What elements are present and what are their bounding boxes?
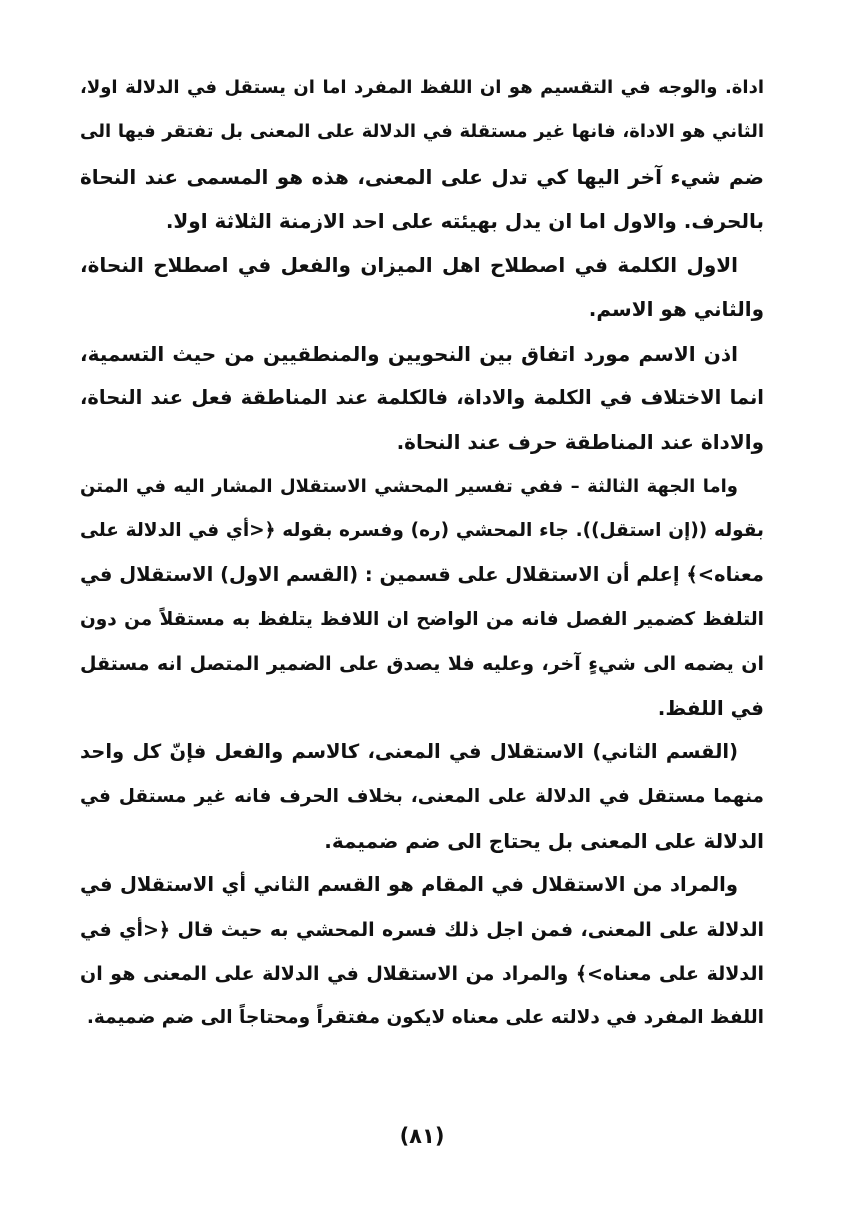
text-line: الدلالة على معناه>﴾ والمراد من الاستقلال في الدلالة على المعنى هو ان	[80, 962, 764, 985]
text-line: الاول الكلمة في اصطلاح اهل الميزان والفعل في اصطلاح النحاة،	[80, 253, 738, 278]
text-line: معناه>﴾ إعلم أن الاستقلال على قسمين : (القسم الاول) الاستقلال في	[79, 563, 764, 587]
paragraph-2	[80, 243, 764, 332]
text-line: بقوله ((إن استقل)). جاء المحشي (ره) وفسره بقوله ﴿<أي في الدلالة على	[80, 519, 764, 541]
text-line: واما الجهة الثالثة – ففي تفسير المحشي الاستقلال المشار اليه في المتن	[80, 475, 738, 497]
paragraph-3	[80, 332, 764, 465]
text-line: بالحرف. والاول اما ان يدل بهيئته على احد الازمنة الثلاثة اولا.	[165, 208, 764, 233]
text-line: اللفظ المفرد في دلالته على معناه لايكون مفتقراً ومحتاجاً الى ضم ضميمة.	[86, 1007, 764, 1029]
paragraph-6	[80, 863, 764, 1040]
text-line: الدلالة على المعنى، فمن اجل ذلك فسره المحشي به حيث قال ﴿<أي في	[80, 918, 764, 941]
text-line: اذن الاسم مورد اتفاق بين النحويين والمنطقيين من حيث التسمية،	[80, 341, 738, 366]
paragraph-1	[80, 66, 764, 243]
text-line: والثاني هو الاسم.	[588, 297, 764, 322]
page-body	[80, 66, 764, 1041]
text-line: الثاني هو الاداة، فانها غير مستقلة في الدلالة على المعنى بل تفتقر فيها الى	[80, 121, 764, 143]
text-line: منهما مستقل في الدلالة على المعنى، بخلاف الحرف فانه غير مستقل في	[80, 785, 764, 807]
paragraph-4	[80, 465, 764, 731]
text-line: والاداة عند المناطقة حرف عند النحاة.	[396, 430, 764, 455]
text-line: اداة. والوجه في التقسيم هو ان اللفظ المفرد اما ان يستقل في الدلالة اولا،	[80, 77, 764, 98]
text-line: ان يضمه الى شيءٍ آخر، وعليه فلا يصدق على الضمير المتصل انه مستقل	[80, 652, 764, 675]
text-line: والمراد من الاستقلال في المقام هو القسم الثاني أي الاستقلال في	[80, 873, 738, 897]
text-line: في اللفظ.	[657, 696, 764, 721]
text-line: ضم شيء آخر اليها كي تدل على المعنى، هذه هو المسمى عند النحاة	[80, 164, 764, 189]
paragraph-5	[80, 730, 764, 863]
text-line: (القسم الثاني) الاستقلال في المعنى، كالاسم والفعل فإنّ كل واحد	[80, 740, 738, 764]
text-line: الدلالة على المعنى بل يحتاج الى ضم ضميمة.	[324, 829, 764, 854]
text-line: انما الاختلاف في الكلمة والاداة، فالكلمة عند المناطقة فعل عند النحاة،	[80, 386, 764, 410]
page-number: (٨١)	[399, 1124, 445, 1148]
text-line: التلفظ كضمير الفصل فانه من الواضح ان اللافظ يتلفظ به مستقلاً من دون	[80, 608, 764, 630]
